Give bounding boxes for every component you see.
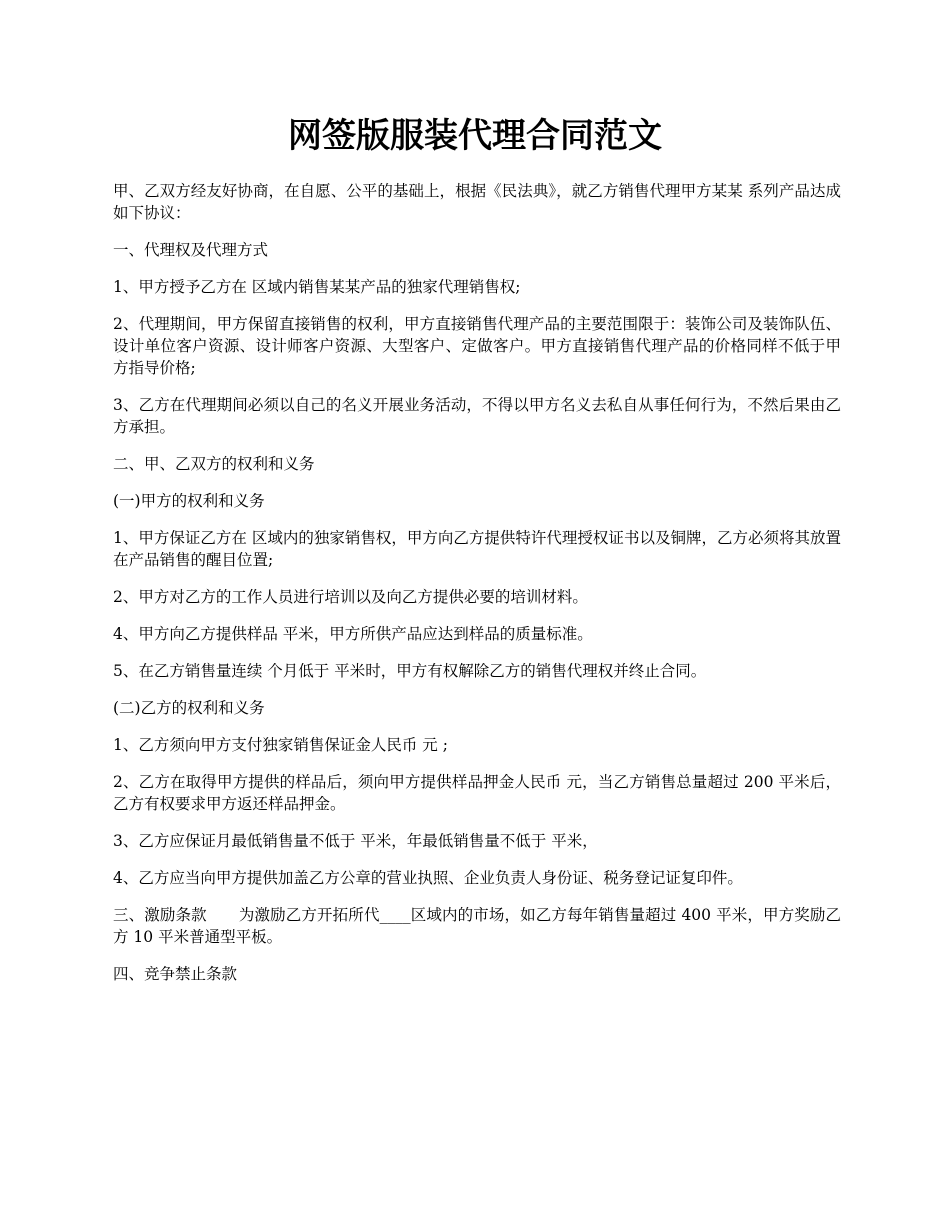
section-heading-agency: 一、代理权及代理方式	[113, 241, 269, 259]
document-body	[113, 180, 841, 1000]
paragraph-intro: 甲、乙双方经友好协商，在自愿、公平的基础上，根据《民法典》，就乙方销售代理甲方某某 系列产品达成如下协议：	[113, 182, 841, 222]
paragraph: 4、甲方向乙方提供样品 平米，甲方所供产品应达到样品的质量标准。	[113, 625, 593, 643]
paragraph: 5、在乙方销售量连续 个月低于 平米时，甲方有权解除乙方的销售代理权并终止合同。	[113, 662, 707, 680]
section-heading-rights: 二、甲、乙双方的权利和义务	[113, 455, 315, 473]
paragraph: 2、甲方对乙方的工作人员进行培训以及向乙方提供必要的培训材料。	[113, 588, 588, 606]
paragraph: 1、甲方保证乙方在 区域内的独家销售权，甲方向乙方提供特许代理授权证书以及铜牌，乙方必须将其放置在产品销售的醒目位置;	[113, 529, 841, 569]
section-heading-noncompete: 四、竞争禁止条款	[113, 965, 238, 983]
paragraph: 1、甲方授予乙方在 区域内销售某某产品的独家代理销售权;	[113, 278, 521, 296]
paragraph: 2、代理期间，甲方保留直接销售的权利，甲方直接销售代理产品的主要范围限于：装饰公司及装饰队伍、设计单位客户资源、设计师客户资源、大型客户、定做客户。甲方直接销售代理产品的价格同样不低于甲方指导价格;	[113, 315, 841, 377]
section-incentive	[113, 904, 841, 948]
subsection-heading-party-a: (一)甲方的权利和义务	[113, 492, 265, 510]
paragraph: 3、乙方在代理期间必须以自己的名义开展业务活动，不得以甲方名义去私自从事任何行为，不然后果由乙方承担。	[113, 396, 841, 436]
subsection-heading-party-b: (二)乙方的权利和义务	[113, 699, 265, 717]
paragraph: 4、乙方应当向甲方提供加盖乙方公章的营业执照、企业负责人身份证、税务登记证复印件。	[113, 869, 743, 887]
section-heading-incentive: 三、激励条款	[113, 906, 207, 924]
paragraph: 2、乙方在取得甲方提供的样品后，须向甲方提供样品押金人民币 元，当乙方销售总量超过 200 平米后，乙方有权要求甲方返还样品押金。	[113, 773, 841, 813]
paragraph: 3、乙方应保证月最低销售量不低于 平米，年最低销售量不低于 平米，	[113, 832, 598, 850]
paragraph: 1、乙方须向甲方支付独家销售保证金人民币 元 ;	[113, 736, 448, 754]
incentive-text: 为激励乙方开拓所代____区域内的市场，如乙方每年销售量超过 400 平米，甲方奖励乙方 10 平米普通型平板。	[113, 906, 841, 946]
document-title: 网签版服装代理合同范文	[288, 116, 662, 156]
